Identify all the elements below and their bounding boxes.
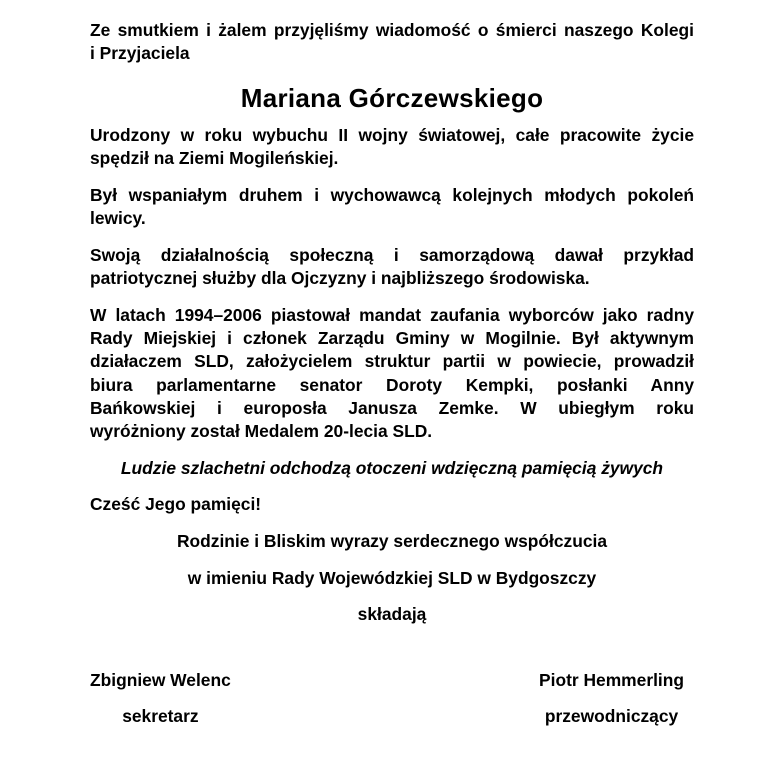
- biography-paragraph: [90, 304, 694, 444]
- signature-left: [90, 669, 231, 729]
- condolence-line: w imieniu Rady Wojewódzkiej SLD w Bydgoszczy: [187, 567, 597, 588]
- bio-line: Rady Miejskiej i członek Zarządu Gminy w Mogilnie. Był aktywnym: [90, 327, 694, 348]
- condolence-line: składają: [357, 604, 427, 625]
- signatory-name: Zbigniew Welenc: [90, 669, 231, 690]
- epitaph-line: Ludzie szlachetni odchodzą otoczeni wdzięczną pamięcią żywych: [120, 457, 664, 478]
- bio-line: W latach 1994–2006 piastował mandat zaufania wyborców jako radny: [90, 304, 694, 325]
- bio-line: Swoją działalnością społeczną i samorządową dawał przykład: [90, 244, 694, 265]
- signatory-name: Piotr Hemmerling: [539, 669, 684, 690]
- bio-line: Urodzony w roku wybuchu II wojny światowej, całe pracowite życie: [90, 124, 694, 145]
- tribute-line: Cześć Jego pamięci!: [90, 494, 262, 515]
- intro-line: Ze smutkiem i żalem przyjęliśmy wiadomość o śmierci naszego Kolegi: [90, 20, 694, 40]
- bio-line: działaczem SLD, założycielem struktur partii w powiecie, prowadził: [90, 351, 694, 372]
- signature-right: [539, 669, 684, 729]
- deceased-name-heading: Mariana Górczewskiego: [240, 82, 544, 113]
- signatures-row: [90, 669, 694, 729]
- bio-line: spędził na Ziemi Mogileńskiej.: [90, 147, 339, 168]
- bio-line: biura parlamentarne senator Doroty Kempki, posłanki Anny: [90, 374, 694, 395]
- bio-line: patriotycznej służby dla Ojczyzny i najbliższego środowiska.: [90, 267, 590, 288]
- biography-paragraph: [90, 244, 694, 291]
- condolence-line: Rodzinie i Bliskim wyrazy serdecznego współczucia: [176, 531, 608, 552]
- intro-paragraph: [90, 19, 694, 66]
- bio-line: lewicy.: [90, 207, 146, 228]
- bio-line: wyróżniony został Medalem 20-lecia SLD.: [90, 421, 433, 442]
- bio-line: Był wspaniałym druhem i wychowawcą kolejnych młodych pokoleń: [90, 184, 694, 205]
- signatory-role: sekretarz: [122, 706, 199, 727]
- signatory-role: przewodniczący: [544, 706, 679, 727]
- intro-line: i Przyjaciela: [90, 43, 190, 64]
- biography-paragraph: [90, 184, 694, 231]
- biography-paragraph: [90, 124, 694, 171]
- bio-line: Bańkowskiej i europosła Janusza Zemke. W ubiegłym roku: [90, 397, 694, 418]
